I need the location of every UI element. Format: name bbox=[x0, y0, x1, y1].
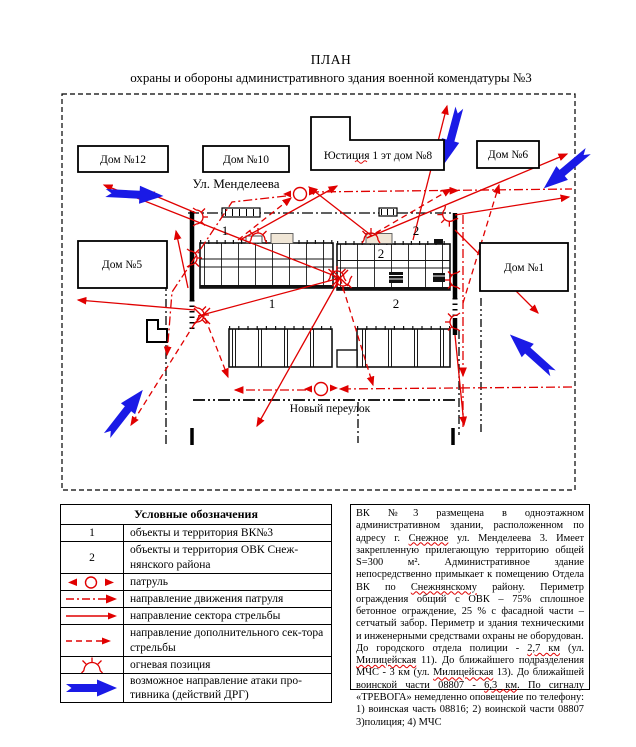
zone-label: 2 bbox=[412, 223, 420, 238]
info-paragraph-1: ВК №3 размещена в одноэтажном административном здании, расположенном по адресу г. Снежное ул. Менделеева 3. Имеет закрепленную прилегающую территорию общей S=300 м². Административное здание непосредственно примыкает к помещению Отдела ВК по Снежнянскому району. Периметр ограждения общий с ОВК – 75% сплошное бетонное ограждение, 25 % с фасадной части – сетчатый забор. Периметр и здания техническими и инженерными средствами охраны не оборудован. bbox=[356, 508, 584, 642]
legend-row bbox=[61, 591, 331, 608]
info-paragraph-2: До городского отдела полиции - 2,7 км (ул. Милицейская 11). До ближайшего подразделения МЧС - 3 км (ул. Милицейская 13). До ближайшей воинской части 08807 - 6,3 км. По сигналу «ТРЕВОГА» немедленно оповещение по телефону: 1) воинская часть 08816; 2) воинской части 08807 3)полиция; 4) МЧС bbox=[356, 642, 585, 728]
legend-key-zone2: 2 bbox=[61, 542, 124, 573]
garages bbox=[229, 328, 450, 367]
fire-position-icon bbox=[75, 657, 109, 673]
attack-arrow bbox=[538, 144, 594, 195]
attack-arrow bbox=[504, 328, 559, 380]
legend-label: направление движения патруля bbox=[130, 592, 284, 605]
street-label: Ул. Менделеева bbox=[192, 176, 280, 191]
legend-table bbox=[60, 504, 332, 703]
patrol-icon bbox=[65, 575, 119, 590]
legend-key-zone1: 1 bbox=[61, 525, 124, 541]
l-shaped-building bbox=[147, 320, 167, 342]
additional-sector-icon bbox=[64, 634, 120, 648]
street-label: Новый переулок bbox=[289, 403, 371, 415]
legend-label: направление дополнительного сек-тора стрельбы bbox=[130, 627, 324, 654]
info-block bbox=[350, 504, 590, 728]
house-box-justice bbox=[311, 117, 444, 170]
legend-label: направление сектора стрельбы bbox=[130, 609, 281, 622]
title-line2: охраны и обороны административного здания военной комендатуры №3 bbox=[130, 70, 532, 85]
house-label: Дом №5 bbox=[101, 259, 143, 271]
legend-row bbox=[61, 574, 331, 591]
house-label: Дом №6 bbox=[487, 149, 529, 161]
house-label: Дом №10 bbox=[223, 154, 269, 166]
legend-row bbox=[61, 608, 331, 625]
attack-arrow bbox=[105, 184, 164, 205]
legend-row bbox=[61, 525, 331, 542]
zone-label: 1 bbox=[221, 223, 229, 238]
legend-header: Условные обозначения bbox=[61, 505, 331, 525]
house-label: Юстиция 1 эт дом №8 bbox=[323, 150, 433, 162]
zone-label: 2 bbox=[392, 296, 400, 311]
street-labels bbox=[193, 176, 371, 415]
legend-row bbox=[61, 542, 331, 574]
stairs-block bbox=[389, 272, 403, 283]
title-line1: ПЛАН bbox=[310, 52, 352, 67]
house-label: Дом №12 bbox=[100, 154, 146, 166]
attack-arrow bbox=[100, 384, 150, 441]
legend-label: объекты и территория ВК№3 bbox=[130, 526, 273, 539]
legend-row bbox=[61, 674, 331, 702]
patrol-direction-icon bbox=[64, 592, 120, 606]
legend-label: патруль bbox=[130, 575, 168, 588]
house-label: Дом №1 bbox=[503, 262, 545, 274]
fire-sector-icon bbox=[64, 609, 120, 623]
patrol-circle bbox=[315, 383, 328, 396]
porch bbox=[271, 234, 293, 244]
attack-arrow-icon bbox=[64, 678, 120, 698]
zone-label: 1 bbox=[268, 296, 276, 311]
legend-label: объекты и территория ОВК Снеж-нянского района bbox=[130, 544, 299, 571]
legend-row bbox=[61, 657, 331, 674]
legend-label: возможное направление атаки про-тивника (действий ДРГ) bbox=[130, 674, 302, 701]
legend-row bbox=[61, 625, 331, 657]
zone-label: 2 bbox=[377, 246, 385, 261]
legend-label: огневая позиция bbox=[130, 658, 211, 671]
patrol-circle bbox=[294, 188, 307, 201]
